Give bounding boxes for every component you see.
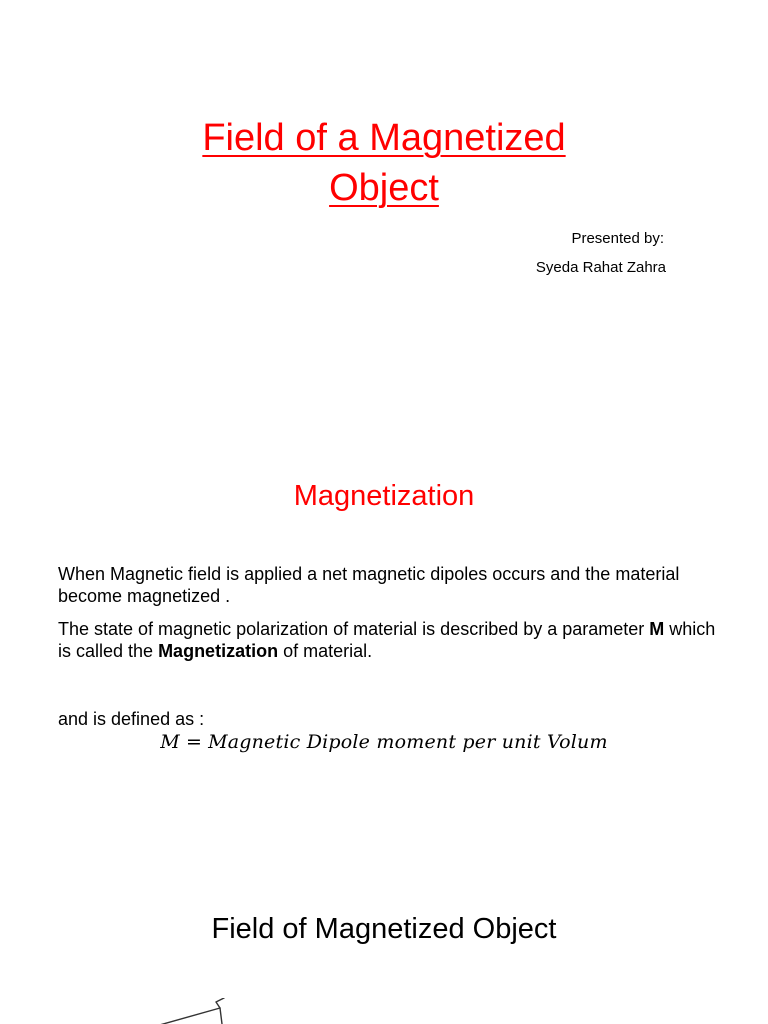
paragraph-polarization <box>58 618 718 662</box>
para2-bold-m: M <box>649 619 665 639</box>
para2-bold-magnetization: Magnetization <box>158 641 279 661</box>
magnetization-heading: Magnetization <box>293 480 475 512</box>
slide-title-heading <box>0 113 768 213</box>
formula-equals: = <box>185 731 203 753</box>
magnetization-formula <box>0 729 768 755</box>
hand-drawn-sketch-icon <box>150 998 240 1024</box>
slide-title <box>0 0 768 330</box>
field-heading: Field of Magnetized Object <box>211 913 557 945</box>
slide-field-of-magnetized-object <box>0 880 768 1024</box>
para2-text-start: The state of magnetic polarization of material is described by a parameter <box>58 619 650 639</box>
presented-by-label: Presented by: <box>571 230 664 247</box>
formula-rhs: Magnetic Dipole moment per unit Volum <box>208 731 608 753</box>
para2-text-end: of material. <box>278 641 373 661</box>
para2-text-mid: which is called the <box>58 619 716 661</box>
title-line-2: Object <box>329 167 439 209</box>
title-line-1: Field of a Magnetized <box>202 117 566 159</box>
paragraph-defined-as: and is defined as : <box>58 709 205 729</box>
slide-magnetization <box>0 445 768 775</box>
formula-lhs: M <box>160 731 180 753</box>
presenter-name: Syeda Rahat Zahra <box>535 259 666 276</box>
paragraph-applied-field: When Magnetic field is applied a net magnetic dipoles occurs and the material become magnetized . <box>58 564 680 606</box>
